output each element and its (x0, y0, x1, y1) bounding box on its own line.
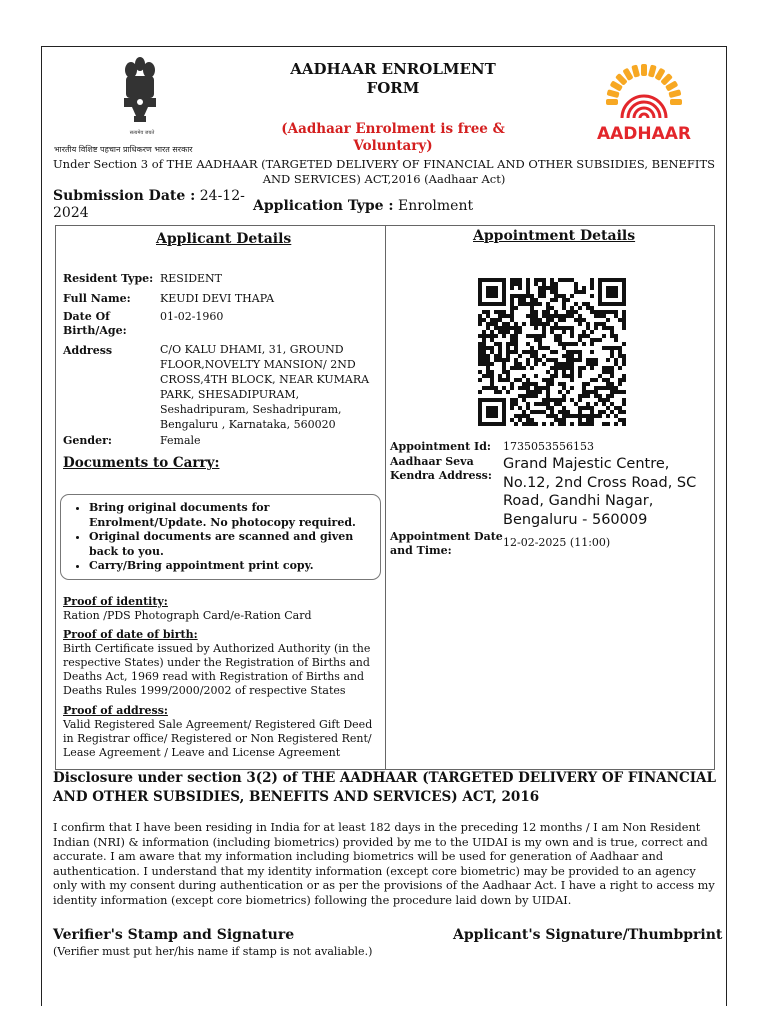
proof-dob-text: Birth Certificate issued by Authorized Authority (in the respective States) under the Registration of Births and Deaths Act, 1969 read with Registration of Births and Deaths Rules 1999/2000/2002 of respective States (63, 642, 371, 697)
free-note-line2: Voluntary) (353, 138, 433, 154)
documents-title: Documents to Carry: (63, 455, 220, 471)
submission-date-value: 24-12-2024 (53, 188, 245, 221)
dob-value: 01-02-1960 (160, 310, 224, 323)
gender-value: Female (160, 434, 201, 447)
appointment-details-title: Appointment Details (473, 228, 636, 244)
documents-item: • Bring original documents for Enrolment/Update. No photocopy required. (89, 501, 379, 530)
full-name-label: Full Name: (63, 292, 131, 305)
appointment-id-value: 1735053556153 (503, 440, 594, 453)
proof-dob-title: Proof of date of birth: (63, 628, 198, 641)
appointment-datetime-label: Appointment Date and Time: (390, 530, 503, 557)
form-title-line2: FORM (366, 79, 420, 97)
form-title (248, 60, 538, 98)
kendra-address-label: Aadhaar Seva Kendra Address: (390, 455, 492, 482)
aadhaar-logo (578, 62, 710, 144)
dob-label: Date Of Birth/Age: (63, 310, 127, 337)
address-label: Address (63, 344, 113, 357)
national-emblem-icon (118, 54, 162, 136)
verifier-signature-title: Verifier's Stamp and Signature (53, 927, 295, 943)
applicant-details-title: Applicant Details (156, 231, 292, 247)
documents-list (89, 501, 379, 574)
proof-address-text: Valid Registered Sale Agreement/ Registered Gift Deed in Registrar office/ Registered or Non Registered Rent/ Lease Agreement / Leave and License Agreement (63, 718, 373, 759)
application-type (253, 198, 473, 214)
appointment-id-label: Appointment Id: (390, 440, 491, 453)
proof-address-title: Proof of address: (63, 704, 168, 717)
free-note (248, 121, 538, 155)
emblem-motto: सत्यमेव जयते (129, 130, 155, 136)
appointment-datetime-value: 12-02-2025 (11:00) (503, 536, 611, 549)
aadhaar-logo-text: AADHAAR (596, 124, 692, 144)
submission-date (53, 188, 253, 222)
documents-item: • Carry/Bring appointment print copy. (89, 559, 379, 574)
qr-code (478, 276, 626, 428)
verifier-signature-note: (Verifier must put her/his name if stamp is not avaliable.) (53, 945, 373, 958)
free-note-line1: (Aadhaar Enrolment is free & (281, 121, 505, 137)
application-type-value: Enrolment (393, 198, 474, 214)
gender-label: Gender: (63, 434, 112, 447)
full-name-value: KEUDI DEVI THAPA (160, 292, 275, 305)
resident-type-value: RESIDENT (160, 272, 223, 285)
resident-type-label: Resident Type: (63, 272, 154, 285)
submission-date-label: Submission Date : (53, 188, 196, 204)
act-line: Under Section 3 of THE AADHAAR (TARGETED DELIVERY OF FINANCIAL AND OTHER SUBSIDIES, BENEFITS AND SERVICES) ACT,2016 (Aadhaar Act) (52, 157, 715, 186)
documents-box (60, 494, 381, 580)
authority-name: भारतीय विशिष्ट पहचान प्राधिकरण भारत सरकार (54, 145, 193, 154)
disclosure-text: I confirm that I have been residing in India for at least 182 days in the preceding 12 months / I am Non Resident Indian (NRI) & information (including biometrics) provided by me to the UIDAI is my own and is true, correct and accurate. I am aware that my information including biometrics will be used for generation of Aadhaar and authentication. I understand that my identity information (except core biometric) may be provided to an agency only with my consent during authentication or as per the provisions of the Aadhaar Act. I have a right to access my identity information (except core biometrics) following the procedure laid down by UIDAI. (53, 821, 715, 907)
address-value: C/O KALU DHAMI, 31, GROUND FLOOR,NOVELTY MANSION/ 2ND CROSS,4TH BLOCK, NEAR KUMARA PARK, SHESADIPURAM, Seshadripuram, Seshadripuram, Bengaluru , Karnataka, 560020 (160, 343, 370, 431)
applicant-signature-title: Applicant's Signature/Thumbprint (453, 927, 723, 943)
application-type-label: Application Type : (253, 198, 394, 214)
disclosure-title: Disclosure under section 3(2) of THE AADHAAR (TARGETED DELIVERY OF FINANCIAL AND OTHER SUBSIDIES, BENEFITS AND SERVICES) ACT, 2016 (53, 770, 716, 805)
form-title-line1: AADHAAR ENROLMENT (290, 60, 496, 78)
proof-identity-title: Proof of identity: (63, 595, 168, 608)
kendra-address-value: Grand Majestic Centre, No.12, 2nd Cross Road, SC Road, Gandhi Nagar, Bengaluru - 560009 (503, 456, 697, 528)
proof-identity-text: Ration /PDS Photograph Card/e-Ration Card (63, 609, 312, 622)
documents-item: • Original documents are scanned and given back to you. (89, 530, 379, 559)
